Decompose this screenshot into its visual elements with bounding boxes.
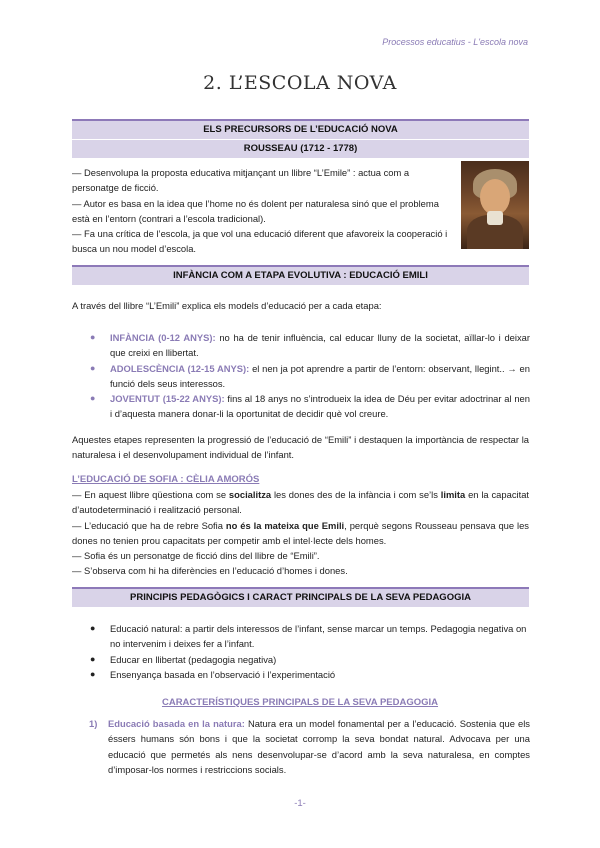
- page-number: -1-: [294, 798, 306, 809]
- bullet-icon: ●: [90, 332, 96, 342]
- item-number: 1): [89, 718, 98, 729]
- sofia-text: [72, 487, 529, 579]
- stages-list: [90, 330, 530, 422]
- section-heading-text: INFÀNCIA COM A ETAPA EVOLUTIVA : EDUCACIÓ EMILI: [173, 270, 428, 281]
- list-item: ● ADOLESCÈNCIA (12-15 ANYS): el nen ja pot aprendre a partir de l’entorn: observant, llegint.. → en funció dels seus interessos.: [90, 362, 530, 389]
- sofia-line: — En aquest llibre qüestiona com se socialitza les dones des de la infància i com se’ls limita en la capacitat d’autodeterminació i realització personal.: [72, 489, 530, 516]
- list-item: ● INFÀNCIA (0-12 ANYS): no ha de tenir influència, cal educar lluny de la societat, aïllar-lo i deixar que creixi en llibertat.: [90, 332, 530, 359]
- principis-list: [90, 621, 530, 682]
- list-item: ● Ensenyança basada en l’observació i l’experimentació: [90, 667, 530, 682]
- section-subheading-text: ROUSSEAU (1712 - 1778): [72, 139, 529, 158]
- section-heading-principis: [72, 587, 529, 607]
- sofia-line: — Sofia és un personatge de ficció dins del llibre de “Emili”.: [72, 550, 320, 562]
- list-item: ● Educar en llibertat (pedagogia negativa): [90, 652, 530, 667]
- section-heading-text: PRINCIPIS PEDAGÒGICS I CARACT PRINCIPALS DE LA SEVA PEDAGOGIA: [130, 592, 471, 603]
- bullet-icon: ●: [90, 653, 96, 664]
- caracteristiques-heading: CARACTERÍSTIQUES PRINCIPALS DE LA SEVA PEDAGOGIA: [161, 697, 439, 708]
- numbered-item: [90, 716, 530, 777]
- bullet-icon: ●: [90, 623, 96, 633]
- running-header: Processos educatius - L'escola nova: [382, 37, 528, 47]
- sofia-heading: L’EDUCACIÓ DE SOFIA : CÈLIA AMORÓS: [72, 474, 260, 485]
- section-heading-infancia: [72, 265, 529, 285]
- page-title: 2. L’ESCOLA NOVA: [203, 72, 397, 94]
- sofia-line: — S’observa com hi ha diferències en l’educació d’homes i dones.: [72, 565, 348, 577]
- rousseau-portrait-image: [461, 161, 529, 249]
- summary-line: — Autor es basa en la idea que l’home no és dolent per naturalesa sinó que el problema està en l’entorn (contrari a l’escola tradicional).: [72, 197, 439, 224]
- summary-line: — Desenvolupa la proposta educativa mitjançant un llibre “L’Emile” : actua com a personatge de ficció.: [72, 167, 410, 194]
- item-label: Educació basada en la natura:: [108, 718, 245, 729]
- stages-conclusion: Aquestes etapes representen la progressió de l’educació de “Emili” i destaquen la importància de respectar la naturalesa i el desenvolupament individual de l’infant.: [72, 434, 529, 461]
- summary-line: — Fa una crítica de l’escola, ja que vol una educació diferent que afavoreix la cooperació i busca un nou model d’escola.: [72, 228, 448, 255]
- item-text: Natura era un model fonamental per a l’educació. Sostenia que els éssers humans són bons i que la societat corromp la seva bondat natural. Advocava per una educació que permetés als nens desenvolupar-se d’acord amb la seva naturalesa, en comptes d’imposar-los normes i restriccions socials.: [108, 718, 530, 775]
- bullet-icon: ●: [90, 362, 96, 373]
- section-heading-text: ELS PRECURSORS DE L’EDUCACIÓ NOVA: [203, 124, 398, 135]
- sofia-line: — L’educació que ha de rebre Sofia no és la mateixa que Emili, perquè segons Rousseau pensava que les dones no tenien prou capacitats per competir amb el intel·lecte dels homes.: [72, 519, 529, 546]
- bullet-icon: ●: [90, 668, 96, 679]
- bullet-icon: ●: [90, 393, 96, 404]
- section-heading-precursors: [72, 119, 529, 158]
- rousseau-summary: [72, 165, 454, 257]
- stages-intro: A través del llibre “L’Emili” explica els models d’educació per a cada etapa:: [72, 300, 382, 311]
- list-item: ● JOVENTUT (15-22 ANYS): fins al 18 anys no s’introdueix la idea de Déu per evitar adoctrinar al nen i d’aquesta manera donar-li la oportunitat de decidir què vol creure.: [90, 393, 530, 420]
- list-item: ● Educació natural: a partir dels interessos de l’infant, sense marcar un temps. Pedagogia negativa on no intervenim i deixes fer a l’infant.: [90, 623, 527, 650]
